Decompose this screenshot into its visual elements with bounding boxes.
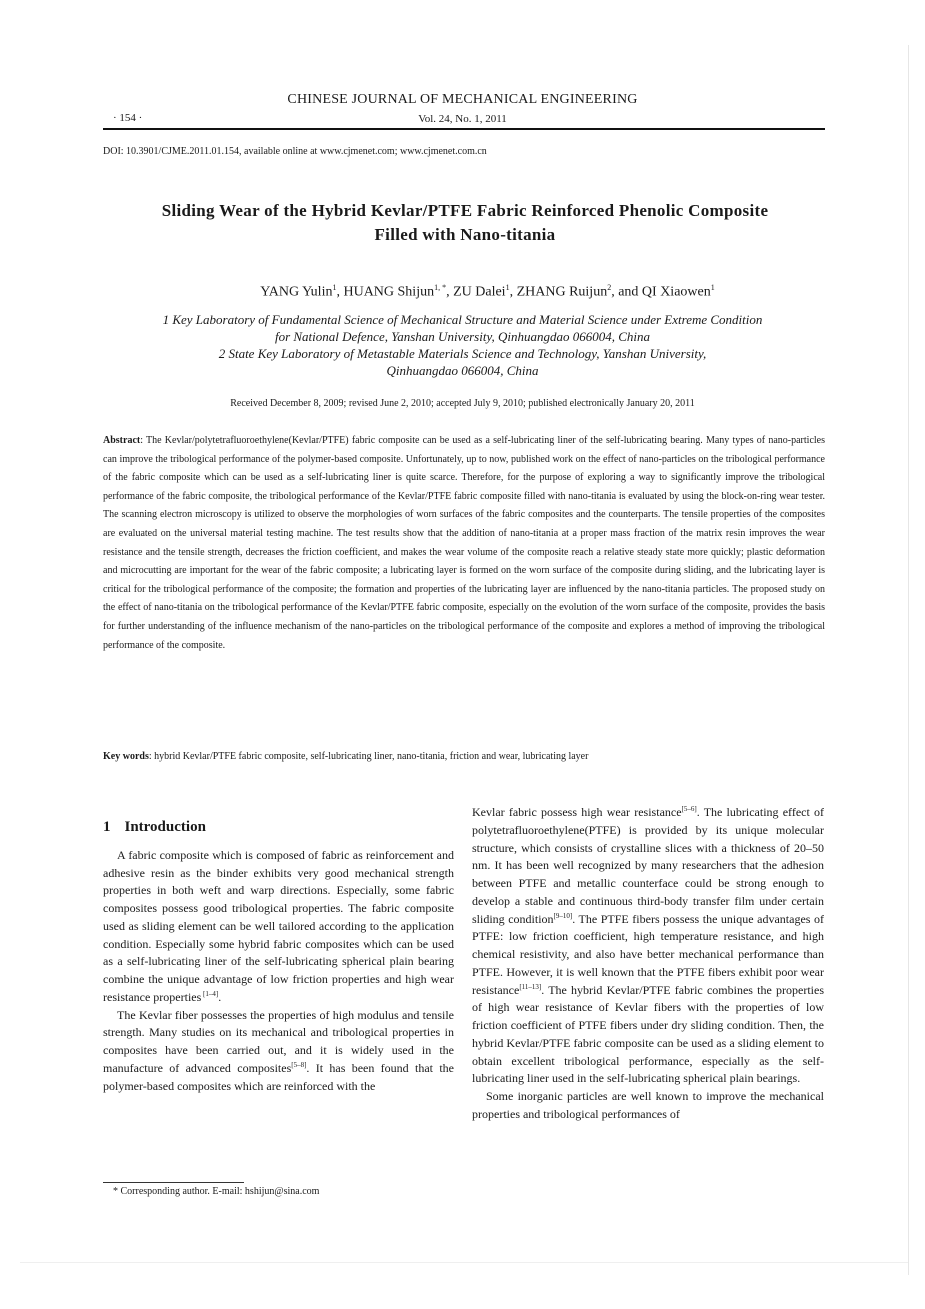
author: QI Xiaowen — [641, 284, 711, 300]
page-edge-right — [908, 45, 909, 1275]
citation: [11–13] — [519, 982, 542, 991]
citation: [5–6] — [681, 805, 697, 813]
keywords-text: : hybrid Kevlar/PTFE fabric composite, self-lubricating liner, nano-titania, friction and wear, lubricating layer — [148, 751, 589, 762]
paragraph — [103, 847, 454, 1007]
author-separator: , — [446, 284, 454, 300]
paragraph-text: The Kevlar fiber possesses the properties of high modulus and tensile strength. Many studies on its mechanical and tribological properties in composites have been carried out, and it is widely used in the manufacture of advanced composites — [103, 1007, 454, 1075]
author-affiliation-mark: 1 — [505, 283, 510, 292]
corresponding-author-footnote: * Corresponding author. E-mail: hshijun@sina.com — [113, 1186, 320, 1197]
citation: [9–10] — [553, 911, 573, 920]
abstract-label: Abstract — [103, 435, 141, 446]
body-column-right — [472, 804, 824, 1124]
keywords — [103, 751, 825, 762]
affiliation-2-line-1: 2 State Key Laboratory of Metastable Materials Science and Technology, Yanshan University, — [218, 346, 707, 361]
author-separator: , and — [611, 284, 642, 300]
paragraph-text: . The lubricating effect of polytetrafluoroethylene(PTFE) is provided by its unique molecular structure, which consists of crystalline slices with a thickness of 20–50 nm. It has been well recognized by many researchers that the adhesion between PTFE and metallic counterface could be strong enough to develop a stable and continuous third-body transfer film under certain sliding condition — [472, 805, 824, 926]
paragraph: Some inorganic particles are well known to improve the mechanical properties and tribological performances of — [472, 1089, 824, 1121]
paragraph-text: . The hybrid Kevlar/PTFE fabric combines the properties of high wear resistance of Kevlar fibers with the properties of low friction coefficient of PTFE fibers under dry sliding condition. Then, the hybrid Kevlar/PTFE fabric composite can be used as a sliding element to obtain excellent tribological performance, especially as the self-lubricating liner used in the self-lubricating spherical plain bearings. — [472, 982, 824, 1086]
body-column-left — [103, 819, 454, 1095]
author-affiliation-mark: 1, * — [434, 283, 447, 292]
page-number: · 154 · — [113, 112, 143, 124]
paragraph-text: A fabric composite which is composed of fabric as reinforcement and adhesive resin as the binder exhibits very good mechanical strength properties in both weft and warp directions. Especially, some fabric composites possess good tribological properties. The fabric composite used as sliding element can be well tailored according to the application condition. Especially some hybrid fabric composites which can be used as a self-lubricating liner of the self-lubricating spherical plain bearing combine the unique advantage of low friction properties and high wear resistance properties — [103, 847, 454, 1004]
citation: [5–8] — [291, 1060, 307, 1069]
title-line-1: Sliding Wear of the Hybrid Kevlar/PTFE Fabric Reinforced Phenolic Composite — [161, 201, 769, 220]
author: ZHANG Ruijun — [516, 284, 608, 300]
keywords-label: Key words — [103, 751, 149, 762]
paragraph-text: Kevlar fabric possess high wear resistance — [472, 805, 682, 819]
article-title — [95, 199, 835, 247]
abstract-text: : The Kevlar/polytetrafluoroethylene(Kevlar/PTFE) fabric composite can be used as a self-lubricating liner of the self-lubricating bearing. Many types of nano-particles can improve the tribological performance of the polymer-based composite. Unfortunately, up to now, published work on the effect of nano-particles on the tribological performance of the fabric composite which can be used as a self-lubricating liner is quite scarce. Therefore, for the purpose of exploring a way to significantly improve the tribological performance of the fabric composite, the tribological performance of the Kevlar/PTFE fabric composite filled with nano-titania is evaluated by using the block-on-ring wear tester. The scanning electron microscopy is utilized to observe the morphologies of worn surfaces of the fabric composites and the counterparts. The tensile properties of the composites are evaluated on the universal material testing machine. The test results show that the addition of nano-titania at a proper mass fraction of the matrix resin improves the wear resistance and the tensile strength, decreases the friction coefficient, and makes the wear volume of the composite reach a relative steady state more quickly; plastic deformation and microcutting are important for the wear of the fabric composite; a lubricating layer is formed on the worn surface of the composite during sliding, and the lubricating layer is critical for the tribological performance of the composite; the formation and properties of the lubricating layer are influenced by the nano-titania particles. The proposed study on the effect of nano-titania on the tribological performance of the Kevlar/PTFE fabric composite, especially on the evolution of the worn surface of the composite, provides the basis for further understanding of the influence mechanism of the nano-particles on the tribological performance of the composite and explores a method of improving the tribological performance of the composite. — [103, 435, 825, 651]
affiliation-2-line-2: Qinhuangdao 066004, China — [386, 363, 539, 378]
paragraph-text: . It has been found that the polymer-based composites which are reinforced with the — [103, 1060, 454, 1093]
affiliation-1 — [110, 311, 815, 345]
author-separator: , — [509, 284, 517, 300]
page-edge-bottom — [20, 1262, 908, 1263]
author: YANG Yulin — [260, 284, 333, 300]
paragraph-text: . — [218, 989, 222, 1004]
paragraph — [103, 1007, 454, 1096]
section-heading — [103, 819, 454, 837]
affiliation-2 — [110, 345, 815, 379]
doi-line: DOI: 10.3901/CJME.2011.01.154, available online at www.cjmenet.com; www.cjmenet.com.cn — [103, 146, 487, 157]
author-affiliation-mark: 1 — [710, 283, 715, 292]
author-list — [0, 283, 925, 301]
author: ZU Dalei — [453, 284, 506, 300]
received-dates: Received December 8, 2009; revised June 2, 2010; accepted July 9, 2010; published electronically January 20, 2011 — [230, 398, 695, 409]
citation: [1–4] — [201, 989, 219, 998]
author-separator: , — [336, 284, 344, 300]
paragraph — [472, 804, 824, 1088]
abstract — [103, 432, 825, 655]
author: HUANG Shijun — [343, 284, 435, 300]
author-affiliation-mark: 1 — [332, 283, 337, 292]
author-affiliation-mark: 2 — [607, 283, 612, 292]
header-rule — [103, 128, 825, 130]
section-title: Introduction — [124, 819, 206, 835]
affiliation-1-line-1: 1 Key Laboratory of Fundamental Science of Mechanical Structure and Material Science under Extreme Condition — [162, 312, 763, 327]
affiliation-1-line-2: for National Defence, Yanshan University, Qinhuangdao 066004, China — [274, 329, 651, 344]
volume-issue: Vol. 24, No. 1, 2011 — [418, 113, 507, 125]
paragraph-text: . The PTFE fibers possess the unique advantages of PTFE: low friction coefficient, high temperature resistance, and high chemical resistivity, and also have better mechanical performance than PTFE. However, it is well known that the PTFE fibers exhibit poor wear resistance — [472, 911, 824, 997]
section-number: 1 — [103, 819, 111, 835]
footnote-rule — [103, 1182, 244, 1183]
title-line-2: Filled with Nano-titania — [374, 225, 556, 244]
journal-name: CHINESE JOURNAL OF MECHANICAL ENGINEERING — [287, 92, 638, 107]
